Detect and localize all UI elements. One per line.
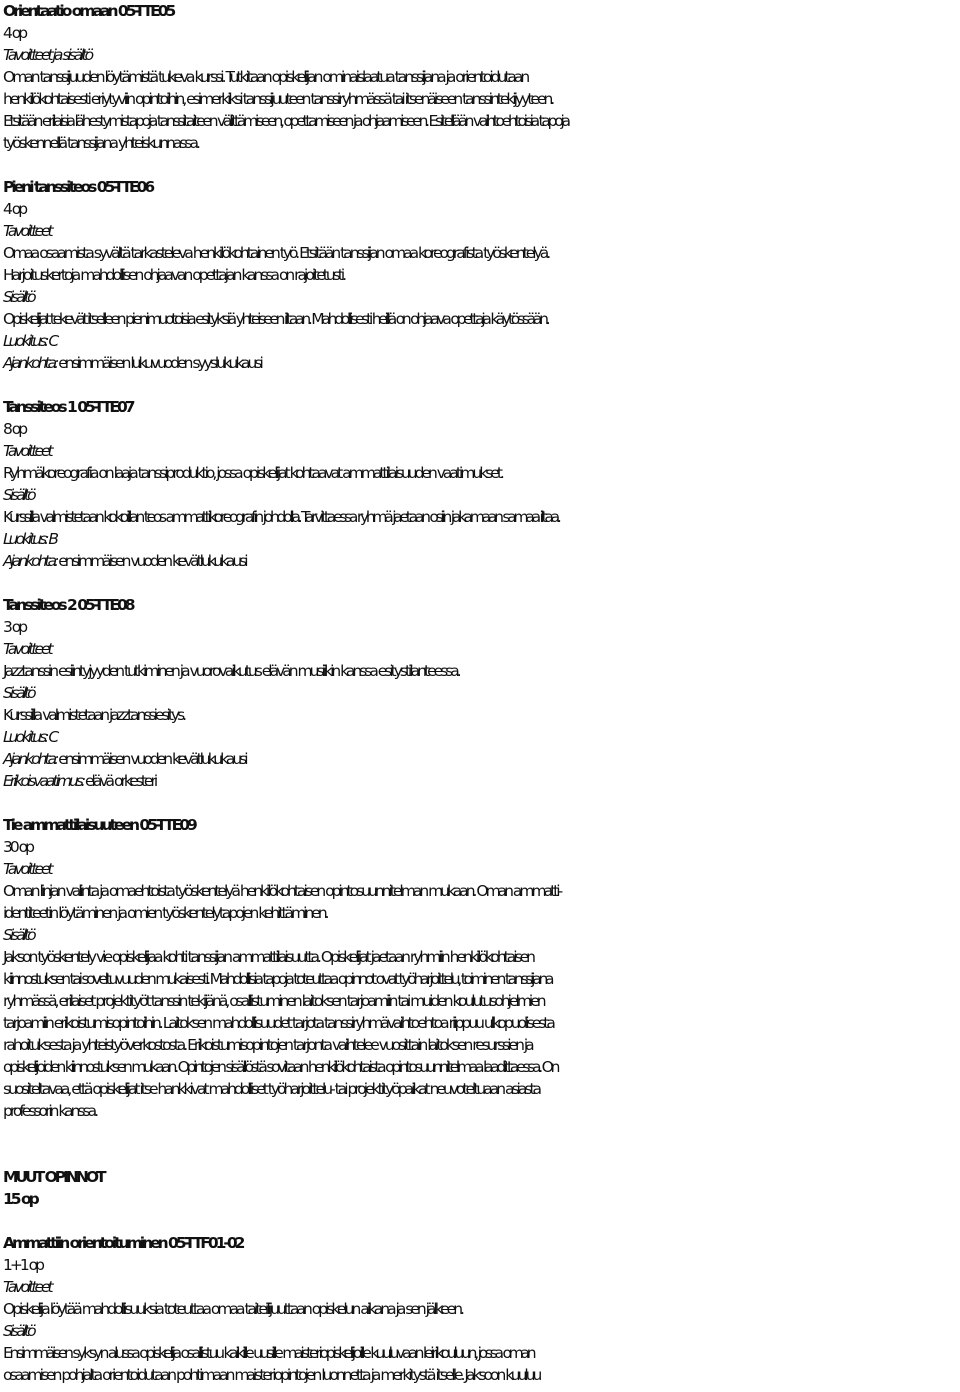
course-ammattiin-orientoituminen [3, 1232, 958, 1386]
course-title: Ammattiin orientoituminen 05-TTF01-02 [3, 1234, 243, 1252]
course-credits: 4 op [3, 200, 26, 218]
course-title: Tanssiteos 2 05-TTE08 [3, 596, 133, 614]
course-tanssiteos-2 [3, 594, 958, 792]
course-orientaatio [3, 0, 958, 154]
document-page [3, 0, 958, 1386]
course-tanssiteos-1 [3, 396, 958, 572]
goals-label: Tavoitteet [3, 442, 51, 460]
course-credits: 3 op [3, 618, 26, 636]
goals-line: Omaa osaamista syvältä tarkasteleva henkilökohtainen työ. Etsitään tanssijan omaa koreografista työskentelyä. [3, 244, 549, 262]
goals-label: Tavoitteet [3, 1278, 51, 1296]
goals-label: Tavoitteet [3, 640, 51, 658]
content-label: Sisältö [3, 288, 34, 306]
course-pieni-tanssiteos [3, 176, 958, 374]
course-tie-ammattilaisuuteen [3, 814, 958, 1122]
course-credits: 8 op [3, 420, 26, 438]
content-label: Sisältö [3, 926, 34, 944]
goals-line: Harjoituskertoja mahdollisen ohjaavan opettajan kanssa on rajoitetusti. [3, 266, 345, 284]
group-title: MUUT OPINNOT [3, 1168, 104, 1186]
course-title: Orientaatio omaan 05-TTE05 [3, 2, 174, 20]
content-label: Sisältö [3, 1322, 34, 1340]
course-credits: 30 op [3, 838, 32, 856]
course-credits: 4 op [3, 24, 26, 42]
goals-line: Jazztanssin esiintyjyyden tutkiminen ja vuorovaikutus elävän musiikin kanssa esitystilanteessa. [3, 662, 459, 680]
grade: Luokitus: B [3, 530, 56, 548]
timing-value: ensimmäisen vuoden kevätlukukausi [56, 552, 246, 570]
content-line: opiskelijoiden kiinnostuksen mukaan. Opintojen sisällöstä sovitaan henkilökohtaista opintosuunnitelmaa laadittaessa. On [3, 1058, 558, 1076]
timing-value: ensimmäisen vuoden kevätlukukausi [56, 750, 246, 768]
timing-row [3, 352, 958, 374]
body-line: työskennellä tanssijana yhteiskunnassa. [3, 134, 198, 152]
goals-line: Ryhmäkoreografia on laaja tanssiproduktio, jossa opiskelijat kohtaavat ammattilaisuuden vaatimukset. [3, 464, 502, 482]
timing-row [3, 748, 958, 770]
course-credits: 1+1 op [3, 1256, 42, 1274]
timing-label: Ajankohta: [3, 354, 57, 372]
content-line: osaamisen pohjalta orientoidutaan pohtimaan maisteriopintojen luonnetta ja merkitystä itselle. Jaksoon kuuluu [3, 1366, 540, 1384]
timing-value: ensimmäisen lukuvuoden syyslukukausi [56, 354, 261, 372]
content-line: Kurssilla valmistetaan jazztanssiesitys. [3, 706, 185, 724]
content-line: suositeltavaa, että opiskelijat itse hankkivat mahdolliset työharjoittelu- tai projektityöpaikat neuvoteltuaan asiasta [3, 1080, 540, 1098]
goals-label: Tavoitteet [3, 860, 51, 878]
grade: Luokitus: C [3, 728, 57, 746]
timing-label: Ajankohta: [3, 750, 57, 768]
other-studies-heading [3, 1166, 958, 1210]
section-spacer [3, 1122, 958, 1166]
goals-label: Tavoitteet [3, 222, 51, 240]
content-line: ryhmässä, erilaiset projektityöt tanssin tekijänä, osallistuminen laitoksen tarjoamiin tai muiden koulutusohjelmien [3, 992, 544, 1010]
course-title: Pieni tanssiteos 05-TTE06 [3, 178, 153, 196]
body-line: henkilökohtaisesti eriytyviin opintoihin, esimerkiksi tanssijuuteen tanssiryhmässä tai itsenäiseen tanssintekijyyteen. [3, 90, 553, 108]
section-spacer [3, 792, 958, 814]
content-label: Sisältö [3, 684, 34, 702]
section-spacer [3, 154, 958, 176]
content-line: Jakson työskentely vie opiskelijaa kohti tanssijan ammattilaisuutta. Opiskelijat jaetaan ryhmiin henkilökohtaisen [3, 948, 533, 966]
section-spacer [3, 374, 958, 396]
special-row [3, 770, 958, 792]
group-credits: 15 op [3, 1190, 37, 1208]
goals-line: Oman linjan valinta ja omaehtoista työskentelyä henkilökohtaisen opintosuunnitelman mukaan. Oman ammatti- [3, 882, 561, 900]
section-spacer [3, 1210, 958, 1232]
body-line: Etsitään erilaisia lähestymistapoja tanssitaiteen välittämiseen, opettamiseen ja ohjaamiseen. Esitellään vaihtoehtoisia tapoja [3, 112, 568, 130]
section-spacer [3, 572, 958, 594]
special-value: elävä orkesteri [83, 772, 156, 790]
content-line: kiinnostuksen tai soveltuvuuden mukaisesti. Mahdollisia tapoja toteuttaa opinnot ovat työharjoittelu, toiminen tanssijana [3, 970, 552, 988]
goals-content-label: Tavoitteet ja sisältö [3, 46, 92, 64]
goals-line: Opiskelija löytää mahdollisuuksia toteuttaa omaa taiteilijuuttaan opiskelun aikana ja sen jälkeen. [3, 1300, 462, 1318]
content-line: Opiskelijat tekevät itselleen pienimuotoisia esityksiä yhteiseen iltaan. Mahdollisesti heillä on ohjaava opettaja käytössään. [3, 310, 548, 328]
content-line: professorin kanssa. [3, 1102, 97, 1120]
goals-line: identiteetin löytäminen ja omien työskentelytapojen kehittäminen. [3, 904, 327, 922]
course-title: Tie ammattilaisuuteen 05-TTE09 [3, 816, 195, 834]
content-label: Sisältö [3, 486, 34, 504]
timing-label: Ajankohta: [3, 552, 57, 570]
content-line: rahoituksesta ja yhteistyöverkostosta. Erikoistumisopintojen tarjonta vaihtelee vuosittain laitoksen resurssien ja [3, 1036, 532, 1054]
timing-row [3, 550, 958, 572]
course-title: Tanssiteos 1 05-TTE07 [3, 398, 133, 416]
content-line: Kurssilla valmistetaan kokoillan teos ammattikoreografin johdolla. Tarvittaessa ryhmä jaetaan osiin jakamaan samaa iltaa. [3, 508, 559, 526]
content-line: tarjoamiin erikoistumisopintoihin. Laitoksen mahdollisuudet tarjota tanssiryhmävaihtoehtoa riippuu ulkopuolisesta [3, 1014, 553, 1032]
special-label: Erikoisvaatimus: [3, 772, 84, 790]
grade: Luokitus: C [3, 332, 57, 350]
body-line: Oman tanssijuuden löytämistä tukeva kurssi. Tutkitaan opiskelijan ominaislaatua tanssijana ja orientoidutaan [3, 68, 528, 86]
content-line: Ensimmäisen syksyn alussa opiskelija osallistuu kaikille uusille maisteriopiskelijoille kuuluvaan leirikouluun, jossa oman [3, 1344, 534, 1362]
